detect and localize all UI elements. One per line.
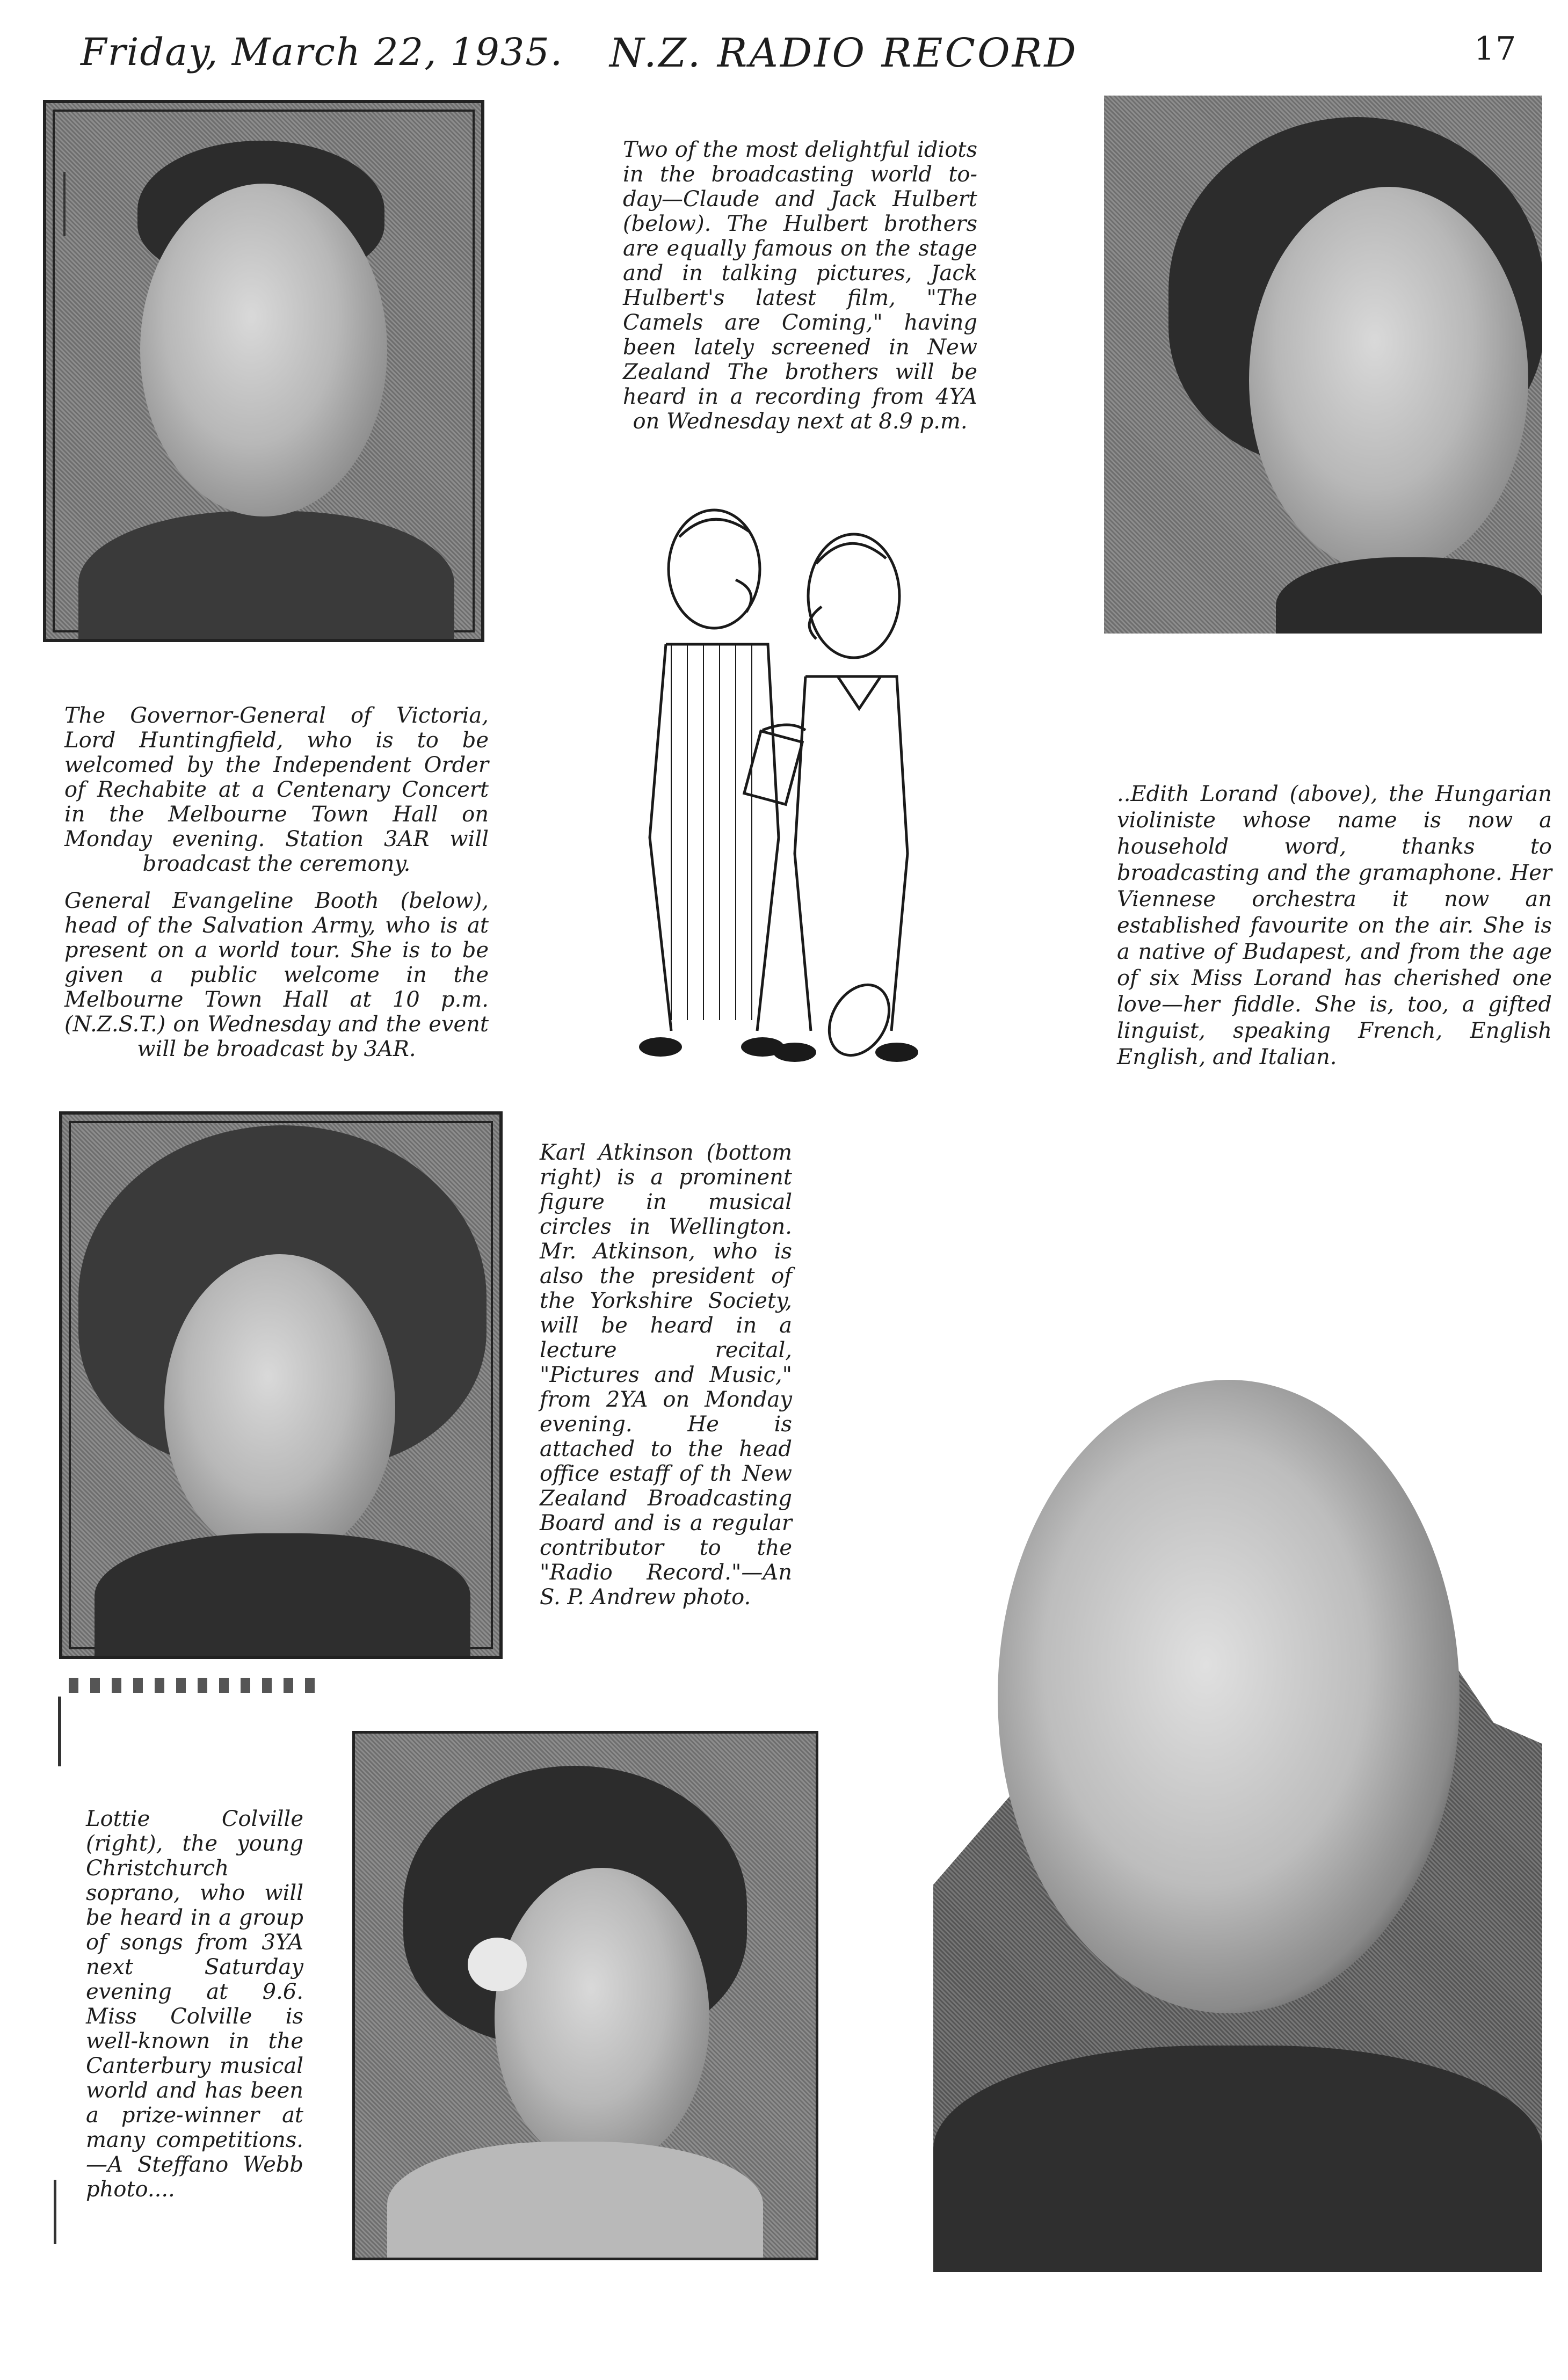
scan-mark [69,1678,316,1693]
page-number: 17 [1474,30,1518,68]
flower-icon [468,1938,527,1991]
cartoon-hulbert-brothers [628,505,940,1074]
scan-mark [54,2180,56,2244]
masthead-title: N.Z. RADIO RECORD [609,30,1078,76]
issue-date: Friday, March 22, 1935. [81,30,564,74]
caption-lottie-colville: Lottie Colville (right), the young Christchurch soprano, who will be heard in a group of songs from 3YA next Saturday evening at 9.6. Miss Colville is well-known in the Canterbury musical world and has been a prize-winner at many competitions.—A Steffano Webb photo.... [86,1807,303,2202]
caption-hulbert-brothers: Two of the most delightful idiots in the broadcasting world to-day—Claude and Jack Hulbert (below). The Hulbert brothers are equally famous on the stage and in talking pictures, Jack Hulbert's latest film, "The Camels are Coming," having been lately screened in New Zealand The brothers will be heard in a recording from 4YA on Wednesday next at 8.9 p.m. [623,137,977,434]
caption-edith-lorand: ..Edith Lorand (above), the Hungarian violiniste whose name is now a household word, thanks to broadcasting and the gramaphone. Her Viennese orchestra it now an established favourite on the air. She is a native of Budapest, and from the age of six Miss Lorand has cherished one love—her fiddle. She is, too, a gifted linguist, speaking French, English English, and Italian. [1117,782,1552,1069]
photo-evangeline-booth [59,1111,503,1659]
caption-governor-general: The Governor-General of Victoria, Lord Huntingfield, who is to be welcomed by the Independent Order of Rechabite at a Centenary Concert in the Melbourne Town Hall on Monday evening. Station 3AR will broadcast the ceremony. [64,703,489,876]
photo-karl-atkinson [933,1380,1542,2272]
caption-evangeline-booth: General Evangeline Booth (below), head of the Salvation Army, who is at present on a world tour. She is to be given a public welcome in the Melbourne Town Hall at 10 p.m. (N.Z.S.T.) on Wednesday and the event will be broadcast by 3AR. [64,889,489,1061]
photo-lord-huntingfield [43,100,484,642]
photo-lottie-colville [352,1731,818,2260]
photo-edith-lorand [1104,96,1542,634]
scan-mark [58,1697,61,1766]
caption-karl-atkinson: Karl Atkinson (bottom right) is a prominent figure in musical circles in Wellington. Mr. Atkinson, who is also the president of the Yorkshire Society, will be heard in a lecture recital, "Pictures and Music," from 2YA on Monday evening. He is attached to the head office estaff of th New Zealand Broadcasting Board and is a regular contributor to the "Radio Record."—An S. P. Andrew photo. [540,1140,792,1610]
scan-mark [63,172,66,236]
